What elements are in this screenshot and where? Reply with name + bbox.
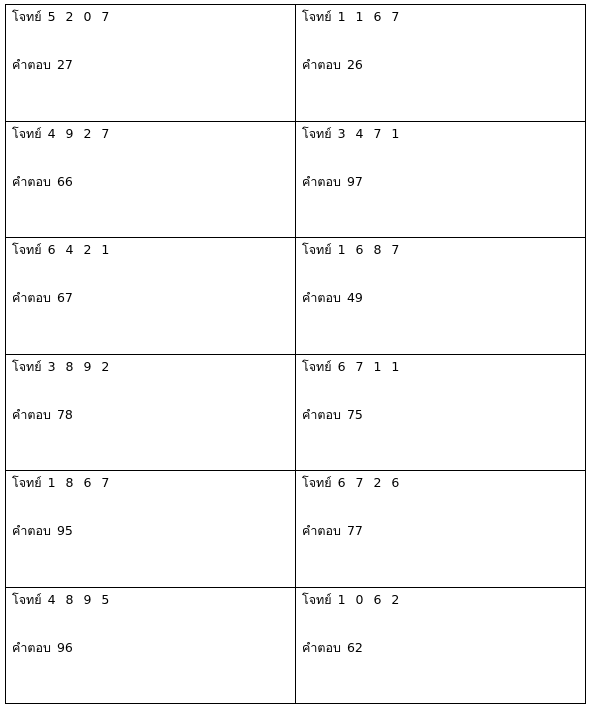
answer-label: คำตอบ [12, 290, 51, 305]
problem-label: โจทย์ [302, 475, 332, 490]
problem-line [12, 241, 109, 258]
answer-label: คำตอบ [302, 523, 341, 538]
answer-value: 26 [346, 57, 363, 72]
problem-digits: 4 9 2 7 [47, 125, 110, 141]
problem-cell-3 [6, 122, 296, 239]
problem-digits: 1 8 6 7 [47, 475, 110, 490]
answer-label: คำตอบ [12, 406, 51, 422]
answer-line [302, 522, 363, 539]
problem-label: โจทย์ [12, 591, 42, 607]
answer-label: คำตอบ [302, 290, 341, 305]
problem-digits: 5 2 0 7 [47, 9, 110, 24]
problem-line [12, 8, 109, 25]
answer-line [302, 406, 363, 423]
answer-line [12, 56, 73, 73]
answer-line [12, 639, 73, 656]
problem-line [302, 125, 399, 142]
problem-line [12, 474, 109, 491]
problem-digits: 6 4 2 1 [47, 242, 110, 257]
answer-value: 66 [56, 173, 73, 189]
answer-label: คำตอบ [12, 173, 51, 189]
answer-line [302, 56, 363, 73]
answer-value: 96 [56, 639, 73, 655]
problem-line [12, 125, 109, 142]
problem-label: โจทย์ [302, 125, 332, 141]
problem-label: โจทย์ [302, 242, 332, 257]
problem-line [302, 591, 399, 608]
problem-line [302, 474, 399, 491]
answer-value: 97 [346, 173, 363, 189]
problem-label: โจทย์ [12, 9, 42, 24]
answer-value: 77 [346, 523, 363, 538]
answer-label: คำตอบ [12, 639, 51, 655]
answer-value: 27 [56, 57, 73, 72]
problem-cell-12 [296, 588, 586, 705]
problem-cell-9 [6, 471, 296, 588]
problem-cell-4 [296, 122, 586, 239]
problem-label: โจทย์ [302, 9, 332, 24]
answer-value: 49 [346, 290, 363, 305]
answer-label: คำตอบ [12, 523, 51, 538]
answer-line [302, 289, 363, 306]
problem-digits: 3 4 7 1 [337, 125, 400, 141]
answer-label: คำตอบ [302, 639, 341, 655]
problem-cell-10 [296, 471, 586, 588]
answer-label: คำตอบ [302, 406, 341, 422]
answer-value: 78 [56, 406, 73, 422]
answer-line [12, 406, 73, 423]
problem-cell-2 [296, 5, 586, 122]
problem-cell-7 [6, 355, 296, 472]
answer-value: 67 [56, 290, 73, 305]
answer-line [12, 289, 73, 306]
problem-cell-8 [296, 355, 586, 472]
problem-digits: 6 7 2 6 [337, 475, 400, 490]
problem-cell-11 [6, 588, 296, 705]
problem-label: โจทย์ [12, 358, 42, 374]
problem-line [302, 358, 399, 375]
problem-digits: 3 8 9 2 [47, 358, 110, 374]
problem-label: โจทย์ [12, 475, 42, 490]
problem-digits: 1 0 6 2 [337, 591, 400, 607]
answer-label: คำตอบ [302, 173, 341, 189]
problem-line [302, 8, 399, 25]
problem-digits: 1 6 8 7 [337, 242, 400, 257]
problem-line [12, 358, 109, 375]
problem-digits: 4 8 9 5 [47, 591, 110, 607]
answer-line [12, 522, 73, 539]
problem-line [12, 591, 109, 608]
answer-line [302, 173, 363, 190]
answer-label: คำตอบ [302, 57, 341, 72]
problem-label: โจทย์ [12, 242, 42, 257]
answer-label: คำตอบ [12, 57, 51, 72]
problem-label: โจทย์ [12, 125, 42, 141]
problem-digits: 1 1 6 7 [337, 9, 400, 24]
problem-label: โจทย์ [302, 358, 332, 374]
problem-line [302, 241, 399, 258]
problem-cell-1 [6, 5, 296, 122]
answer-value: 75 [346, 406, 363, 422]
worksheet-grid [5, 4, 586, 704]
problem-cell-5 [6, 238, 296, 355]
problem-cell-6 [296, 238, 586, 355]
answer-line [302, 639, 363, 656]
problem-digits: 6 7 1 1 [337, 358, 400, 374]
problem-label: โจทย์ [302, 591, 332, 607]
answer-line [12, 173, 73, 190]
answer-value: 62 [346, 639, 363, 655]
answer-value: 95 [56, 523, 73, 538]
